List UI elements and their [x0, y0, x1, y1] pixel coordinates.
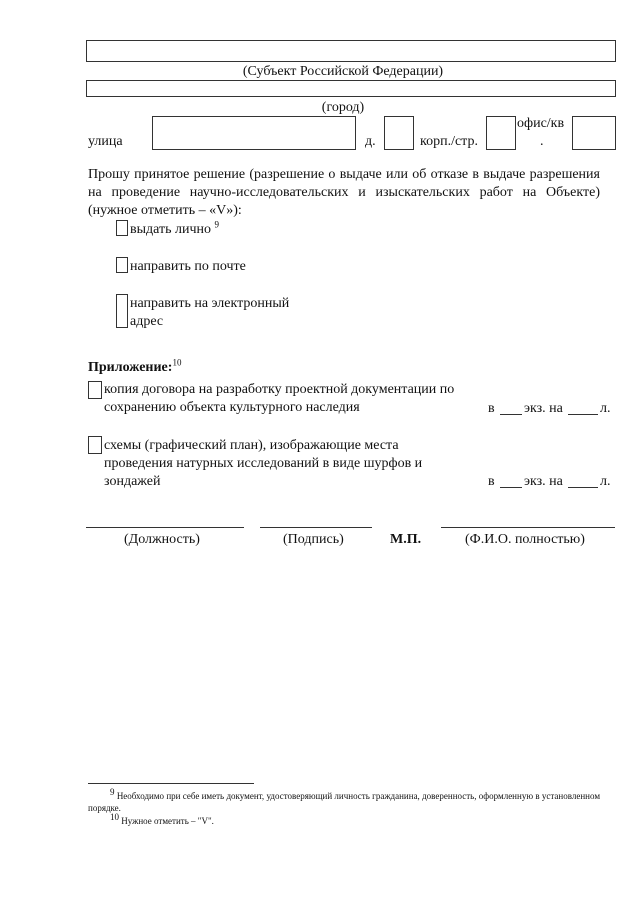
sheets-label: л.	[600, 474, 611, 489]
house-field[interactable]	[384, 116, 414, 150]
attachment-plan-line1: схемы (графический план), изображающие места	[104, 438, 399, 453]
option-in-person-label: выдать лично $^9$	[130, 219, 220, 237]
position-caption: (Должность)	[124, 532, 200, 547]
checkbox-in-person[interactable]	[116, 220, 128, 236]
sheets-count-field[interactable]	[568, 487, 598, 488]
option-by-mail-label: направить по почте	[130, 259, 246, 274]
attachment-plan-line2: проведения натурных исследований в виде шурфов и	[104, 456, 423, 471]
office-label-dot: .	[540, 134, 544, 149]
footnote-ref-10: 10	[172, 357, 182, 368]
building-field[interactable]	[486, 116, 516, 150]
checkbox-attachment-contract[interactable]	[88, 381, 102, 399]
attachments-title: Приложение:$^{10}$	[88, 357, 182, 375]
footnote-ref-9: 9	[214, 219, 220, 230]
footnote-separator	[88, 783, 254, 784]
footnote-10: $^{10}$ Нужное отметить – "V".	[110, 812, 214, 826]
attachment-contract-line2: сохранению объекта культурного наследия	[104, 400, 360, 415]
checkbox-email[interactable]	[116, 294, 128, 328]
copies-label: экз. на	[524, 474, 563, 489]
checkbox-attachment-plan[interactable]	[88, 436, 102, 454]
office-field[interactable]	[572, 116, 616, 150]
city-caption: (город)	[321, 100, 365, 115]
building-label: корп./стр.	[420, 134, 478, 149]
option-email-label-1: направить на электронный	[130, 296, 290, 311]
copies-count-field[interactable]	[500, 487, 522, 488]
house-label: д.	[365, 134, 376, 149]
stamp-caption: М.П.	[390, 532, 422, 547]
street-label: улица	[88, 134, 123, 149]
copies-count-field[interactable]	[500, 414, 522, 415]
checkbox-by-mail[interactable]	[116, 257, 128, 273]
attachment-contract-line1: копия договора на разработку проектной документации по	[104, 382, 455, 397]
footnote-9: $^9$ Необходимо при себе иметь документ, удостоверяющий личность гражданина, доверенность, оформленную в установленном порядке.	[88, 787, 601, 813]
full-name-caption: (Ф.И.О. полностью)	[465, 532, 585, 547]
office-label: офис/кв	[517, 116, 565, 131]
city-field[interactable]	[86, 80, 616, 97]
full-name-line[interactable]	[441, 527, 615, 528]
sheets-count-field[interactable]	[568, 414, 598, 415]
request-text: Прошу принятое решение (разрешение о выдаче или об отказе в выдаче разрешения на проведение научно-исследовательских и изыскательских работ на Объекте) (нужное отметить – «V»):	[88, 167, 600, 218]
position-line[interactable]	[86, 527, 244, 528]
copies-label: экз. на	[524, 401, 563, 416]
count-in-label: в	[488, 401, 495, 416]
signature-line[interactable]	[260, 527, 372, 528]
street-field[interactable]	[152, 116, 356, 150]
count-in-label: в	[488, 474, 495, 489]
subject-field[interactable]	[86, 40, 616, 62]
option-email-label-2: адрес	[130, 314, 164, 329]
subject-caption: (Субъект Российской Федерации)	[242, 64, 444, 79]
signature-caption: (Подпись)	[283, 532, 344, 547]
attachment-plan-line3: зондажей	[104, 474, 161, 489]
sheets-label: л.	[600, 401, 611, 416]
